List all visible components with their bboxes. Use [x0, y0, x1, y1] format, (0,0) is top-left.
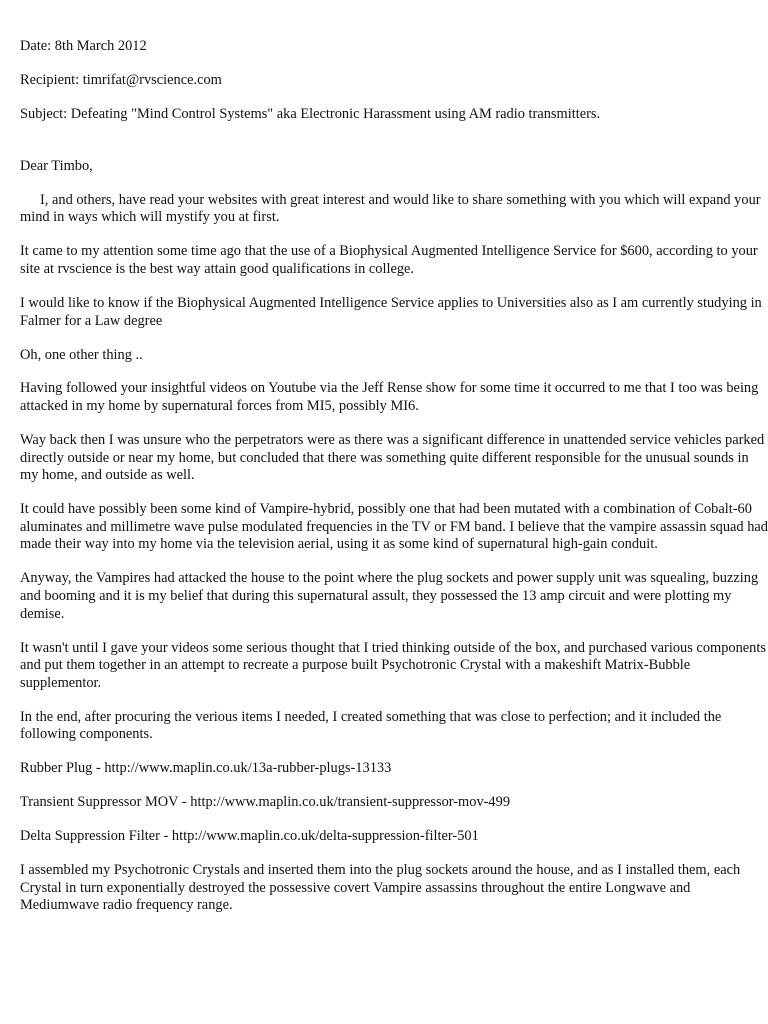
- paragraph-perpetrators: Way back then I was unsure who the perpetrators were as there was a significant difference in unattended service vehicles parked directly outside or near my home, but concluded that there was something quite different responsible for the unusual sounds in my home, and outside as well.: [20, 432, 765, 484]
- letter-body: [20, 38, 768, 931]
- paragraph-service: It came to my attention some time ago that the use of a Biophysical Augmented Intelligence Service for $600, according to your site at rvscience is the best way attain good qualifications in college.: [20, 243, 758, 277]
- paragraph-attack: Anyway, the Vampires had attacked the house to the point where the plug sockets and power supply unit was squealing, buzzing and booming and it is my belief that during this supernatural assult, they possessed the 13 amp circuit and were plotting my demise.: [20, 570, 759, 622]
- paragraph-videos: Having followed your insightful videos on Youtube via the Jeff Rense show for some time it occurred to me that I too was being attacked in my home by supernatural forces from MI5, possibly MI6.: [20, 380, 759, 415]
- paragraph-closing: I assembled my Psychotronic Crystals and inserted them into the plug sockets around the house, and as I installed them, each Crystal in turn exponentially destroyed the possessive covert Vampire assassins throughout the entire Longwave and Mediumwave radio frequency range.: [20, 862, 741, 914]
- paragraph-procuring: In the end, after procuring the verious items I needed, I created something that was close to perfection; and it included the following components.: [20, 708, 722, 743]
- component-delta-filter: Delta Suppression Filter - http://www.maplin.co.uk/delta-suppression-filter-501: [20, 828, 479, 845]
- subject-line: Subject: Defeating "Mind Control Systems" aka Electronic Harassment using AM radio transmitters.: [20, 106, 601, 123]
- component-rubber-plug: Rubber Plug - http://www.maplin.co.uk/13a-rubber-plugs-13133: [20, 760, 392, 777]
- paragraph-university: I would like to know if the Biophysical Augmented Intelligence Service applies to Universities also as I am currently studying in Falmer for a Law degree: [20, 294, 762, 329]
- paragraph-components-intro: It wasn't until I gave your videos some serious thought that I tried thinking outside of the box, and purchased various components and put them together in an attempt to recreate a purpose built Psychotronic Crystal with a makeshift Matrix-Bubble supplementor.: [20, 639, 766, 691]
- greeting: Dear Timbo,: [20, 157, 93, 174]
- paragraph-vampire-hybrid: It could have possibly been some kind of Vampire-hybrid, possibly one that had been mutated with a combination of Cobalt-60 aluminates and millimetre wave pulse modulated frequencies in the TV or FM band. I believe that the vampire assassin squad had made their way into my home via the television aerial, using it as some kind of supernatural high-gain conduit.: [20, 501, 768, 553]
- paragraph-intro: I, and others, have read your websites with great interest and would like to share something with you which will expand your mind in ways which will mystify you at first.: [20, 191, 761, 226]
- date-line: Date: 8th March 2012: [20, 38, 147, 54]
- component-transient-suppressor: Transient Suppressor MOV - http://www.maplin.co.uk/transient-suppressor-mov-499: [20, 794, 511, 811]
- paragraph-one-other-thing: Oh, one other thing ..: [20, 346, 143, 363]
- recipient-line: Recipient: timrifat@rvscience.com: [20, 72, 222, 89]
